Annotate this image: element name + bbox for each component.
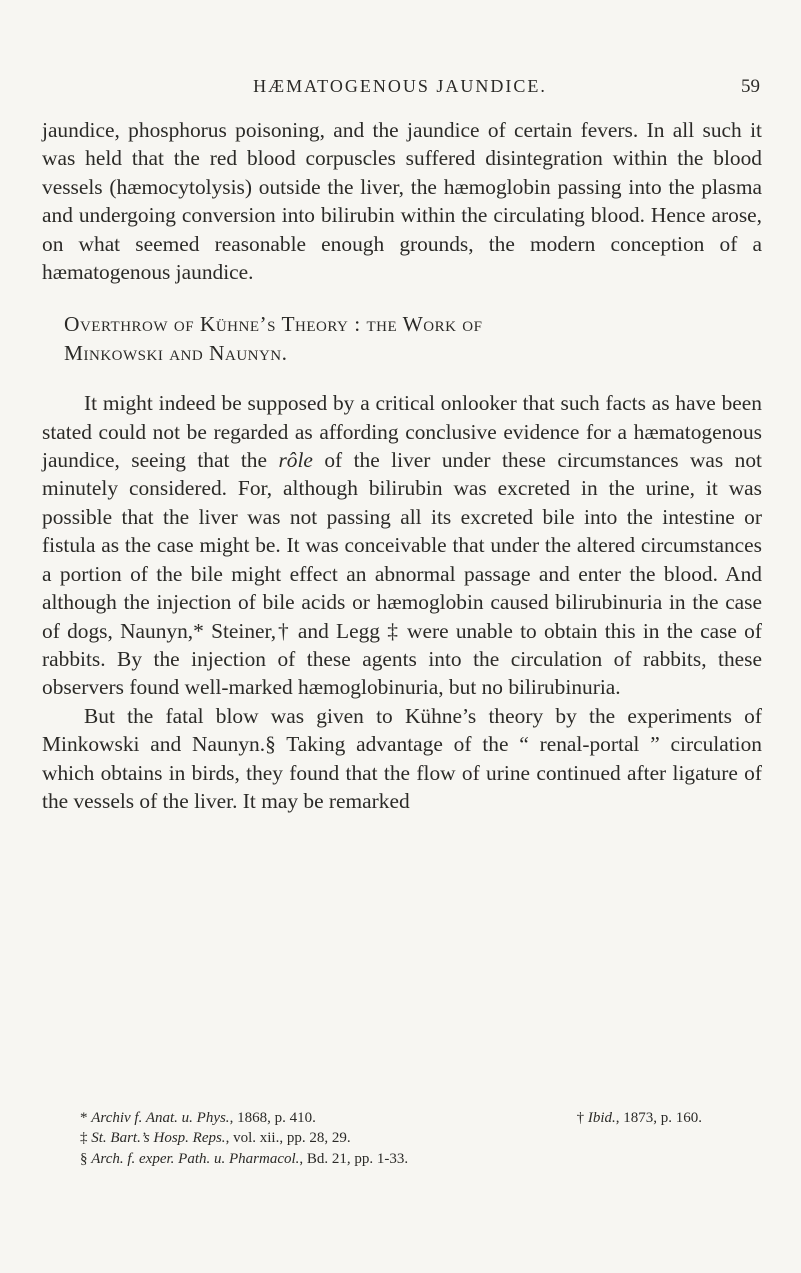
footnote-4-source: Arch. f. exper. Path. u. Pharmacol. xyxy=(91,1150,300,1167)
page-number: 59 xyxy=(741,76,760,97)
footnotes xyxy=(80,1108,760,1169)
footnote-3 xyxy=(80,1128,351,1148)
section-heading xyxy=(42,310,762,367)
paragraph-objection xyxy=(42,389,762,701)
footnote-2-mark: † xyxy=(576,1110,588,1126)
footnote-2 xyxy=(577,1108,702,1128)
paragraph-minkowski-naunyn: But the fatal blow was given to Kühne’s theory by the experiments of Minkowski and Naunyn.§ Taking advantage of the “ renal-portal ” circulation which obtains in birds, they found that the flow of urine continued after ligature of the vessels of the liver. It may be remarked xyxy=(42,703,762,813)
footnote-4-mark: § xyxy=(80,1150,92,1167)
footnote-3-source: St. Bart.’s Hosp. Reps. xyxy=(91,1130,226,1147)
footnote-2-rest: , 1873, p. 160. xyxy=(615,1110,702,1126)
footnote-4 xyxy=(80,1149,408,1169)
italic-role: rôle xyxy=(278,448,313,473)
footnote-3-rest: , vol. xii., pp. 28, 29. xyxy=(225,1130,351,1147)
running-title: HÆMATOGENOUS JAUNDICE. xyxy=(253,76,547,96)
footnote-1-mark: * xyxy=(80,1110,92,1126)
footnote-1 xyxy=(80,1108,316,1128)
footnote-row-1 xyxy=(80,1108,760,1128)
paragraph-continued: jaundice, phosphorus poisoning, and the jaundice of certain fevers. In all such it was held that the red blood corpuscles suffered disintegration within the blood vessels (hæmocytolysis) outside the liver, the hæmoglobin passing into the plasma and undergoing conversion into bilirubin within the circulating blood. Hence arose, on what seemed reasonable enough grounds, the modern conception of a hæmatogenous jaundice. xyxy=(42,118,762,285)
body-text xyxy=(42,116,762,815)
section-heading-line-2: Minkowski and Naunyn. xyxy=(64,340,288,365)
footnote-row-3 xyxy=(80,1149,760,1169)
footnote-1-source: Archiv f. Anat. u. Phys. xyxy=(91,1110,230,1126)
footnote-3-mark: ‡ xyxy=(80,1130,92,1147)
footnote-4-rest: , Bd. 21, pp. 1-33. xyxy=(299,1150,409,1167)
page-header xyxy=(40,76,760,106)
footnote-2-source: Ibid. xyxy=(587,1110,616,1126)
paragraph-objection-text-2: of the liver under these circumstances was not minutely considered. For, although bilirubin was excreted in the urine, it was possible that the liver was not passing all its excreted bile into the intestine or fistula as the case might be. It was conceivable that under the altered circumstances a portion of the bile might effect an abnormal passage and enter the blood. And although the injection of bile acids or hæmoglobin caused bilirubinuria in the case of dogs, Naunyn,* Steiner,† and Legg ‡ were unable to obtain this in the case of rabbits. By the injection of these agents into the circulation of rabbits, these observers found well-marked hæmoglobinuria, but no bilirubinuria. xyxy=(42,448,762,700)
footnote-row-2 xyxy=(80,1128,760,1148)
footnote-1-rest: , 1868, p. 410. xyxy=(229,1110,316,1126)
section-heading-line-1: Overthrow of Kühne’s Theory : the Work of xyxy=(64,312,483,337)
paragraph-objection-text-1: It might indeed be supposed by a critical onlooker that such facts as have been stated could not be regarded as affording conclusive evidence for a hæmatogenous jaundice, seeing that the xyxy=(42,391,762,473)
